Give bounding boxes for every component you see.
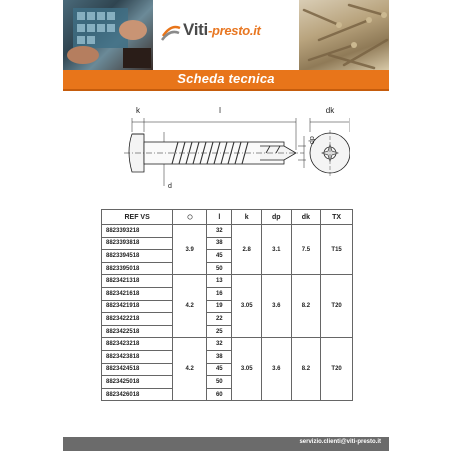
cell-dp: 3.6 [262, 338, 292, 401]
cell-tx: T20 [321, 275, 353, 338]
contact-email[interactable]: servizio.clienti@viti-presto.it [299, 439, 381, 445]
footer [63, 437, 389, 451]
cell-l: 13 [207, 275, 232, 288]
cell-ref: 8823421918 [102, 300, 173, 313]
spec-table-header [102, 210, 353, 225]
cell-l: 45 [207, 363, 232, 376]
dim-label-dk: dk [325, 106, 335, 115]
cell-l: 32 [207, 338, 232, 351]
cell-l: 50 [207, 376, 232, 389]
cell-ref: 8823394518 [102, 250, 173, 263]
cell-ref: 8823421318 [102, 275, 173, 288]
cell-l: 38 [207, 350, 232, 363]
cell-l: 19 [207, 300, 232, 313]
cell-dk: 7.5 [291, 225, 321, 275]
cell-l: 32 [207, 225, 232, 238]
toolbox-photo [63, 0, 153, 70]
cell-tx: T20 [321, 338, 353, 401]
cell-ref: 8823393218 [102, 225, 173, 238]
logo-area [153, 0, 299, 70]
header-ref: REF VS [102, 210, 173, 225]
screw-technical-drawing [120, 96, 350, 200]
header-dk: dk [291, 210, 321, 225]
cell-d: 4.2 [173, 275, 207, 338]
cell-ref: 8823395018 [102, 262, 173, 275]
cell-d: 4.2 [173, 338, 207, 401]
logo-swoosh-icon [161, 22, 181, 42]
toolbox-photo-art [63, 0, 153, 70]
cell-ref: 8823422518 [102, 325, 173, 338]
cell-d: 3.9 [173, 225, 207, 275]
cell-k: 2.8 [232, 225, 262, 275]
page-title: Scheda tecnica [177, 71, 275, 86]
cell-l: 16 [207, 287, 232, 300]
cell-dk: 8.2 [291, 275, 321, 338]
cell-ref: 8823424518 [102, 363, 173, 376]
header [63, 0, 389, 70]
spec-table [101, 209, 353, 401]
table-row [102, 338, 353, 351]
dim-label-d: d [168, 183, 172, 190]
brand-main: Viti [183, 20, 208, 39]
header-d [173, 210, 207, 225]
header-tx: TX [321, 210, 353, 225]
header-l: l [207, 210, 232, 225]
cell-ref: 8823423818 [102, 350, 173, 363]
cell-ref: 8823423218 [102, 338, 173, 351]
cell-tx: T15 [321, 225, 353, 275]
header-dp: dp [262, 210, 292, 225]
cell-ref: 8823426018 [102, 388, 173, 401]
dim-label-k: k [136, 106, 140, 115]
cell-l: 25 [207, 325, 232, 338]
table-row [102, 275, 353, 288]
screws-photo-art [299, 0, 389, 70]
dim-label-dp: dp [309, 136, 316, 144]
cell-k: 3.05 [232, 275, 262, 338]
cell-ref: 8823421618 [102, 287, 173, 300]
spec-table-body [102, 225, 353, 401]
cell-ref: 8823425018 [102, 376, 173, 389]
cell-ref: 8823422218 [102, 313, 173, 326]
cell-l: 22 [207, 313, 232, 326]
brand-accent: -presto.it [207, 23, 261, 38]
dim-label-l: l [219, 106, 221, 115]
table-row [102, 225, 353, 238]
brand-logo [183, 20, 261, 40]
cell-k: 3.05 [232, 338, 262, 401]
cell-l: 45 [207, 250, 232, 263]
cell-dp: 3.6 [262, 275, 292, 338]
cell-dk: 8.2 [291, 338, 321, 401]
screws-photo [299, 0, 389, 70]
header-k: k [232, 210, 262, 225]
cell-l: 50 [207, 262, 232, 275]
cell-l: 38 [207, 237, 232, 250]
cell-dp: 3.1 [262, 225, 292, 275]
cell-l: 60 [207, 388, 232, 401]
title-banner [63, 70, 389, 91]
spec-table-header-row [102, 210, 353, 225]
diameter-icon [187, 214, 193, 220]
cell-ref: 8823393818 [102, 237, 173, 250]
